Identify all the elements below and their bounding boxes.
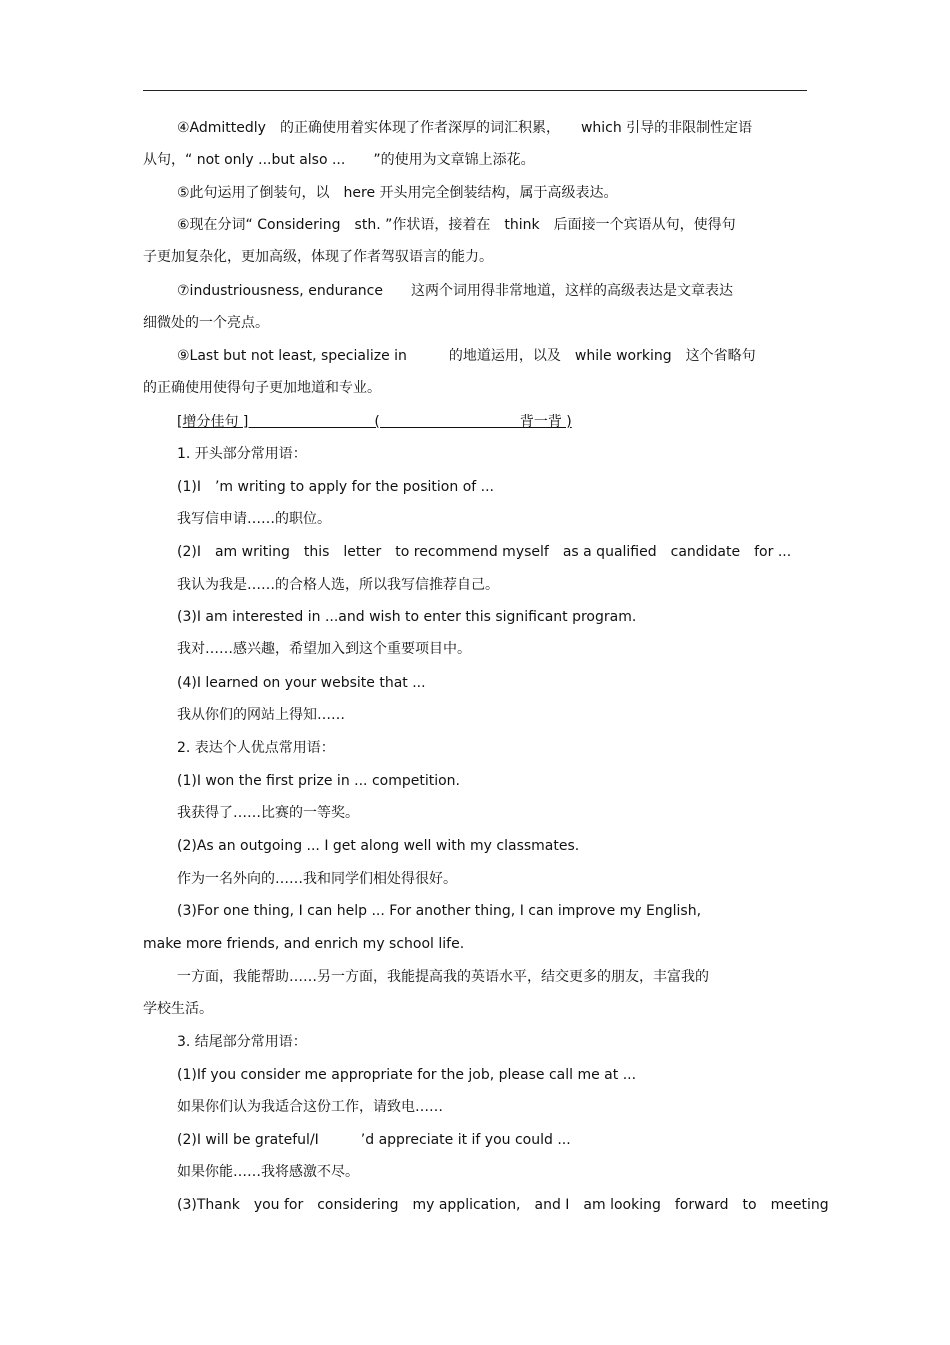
analysis-line-7: 细微处的一个亮点。 — [143, 315, 269, 331]
phrase-line-12: 我获得了……比赛的一等奖。 — [177, 805, 359, 821]
phrase-line-7: 我对……感兴趣，希望加入到这个重要项目中。 — [177, 641, 471, 657]
phrase-line-15: (3)For one thing, I can help ... For another thing, I can improve my English, — [177, 903, 702, 919]
analysis-line-4: ⑥现在分词“ Considering sth. ”作状语，接着在 think 后面接一个宾语从句，使得句 — [177, 217, 736, 233]
phrase-line-14: 作为一名外向的……我和同学们相处得很好。 — [177, 871, 457, 887]
analysis-line-3: ⑤此句运用了倒装句，以 here 开头用完全倒装结构，属于高级表达。 — [177, 185, 618, 201]
phrase-line-5: 我认为我是……的合格人选，所以我写信推荐自己。 — [177, 577, 499, 593]
analysis-line-1: ④Admittedly 的正确使用着实体现了作者深厚的词汇积累， which 引导的非限制性定语 — [177, 120, 753, 136]
phrase-line-23: 如果你能……我将感激不尽。 — [177, 1164, 359, 1180]
phrase-line-9: 我从你们的网站上得知…… — [177, 707, 345, 723]
analysis-line-6: ⑦industriousness, endurance 这两个词用得非常地道，这样的高级表达是文章表达 — [177, 283, 733, 299]
phrase-line-8: (4)I learned on your website that ... — [177, 675, 426, 691]
phrase-line-20: (1)If you consider me appropriate for the job, please call me at ... — [177, 1067, 637, 1083]
analysis-line-8: ⑨Last but not least, specialize in 的地道运用，以及 while working 这个省略句 — [177, 348, 756, 364]
phrase-line-11: (1)I won the first prize in ... competition. — [177, 773, 460, 789]
phrase-line-4: (2)I am writing this letter to recommend myself as a qualified candidate for ... — [177, 544, 792, 560]
phrase-line-21: 如果你们认为我适合这份工作，请致电…… — [177, 1099, 443, 1115]
phrase-line-17: 一方面，我能帮助……另一方面，我能提高我的英语水平，结交更多的朋友，丰富我的 — [177, 969, 709, 985]
phrase-line-3: 我写信申请……的职位。 — [177, 511, 331, 527]
analysis-line-2: 从句，“ not only ...but also ... ”的使用为文章锦上添花。 — [143, 152, 535, 168]
analysis-line-9: 的正确使用使得句子更加地道和专业。 — [143, 380, 381, 396]
header-rule — [143, 90, 807, 91]
analysis-line-5: 子更加复杂化，更加高级，体现了作者驾驭语言的能力。 — [143, 249, 493, 265]
section-header: [增分佳句 ] ( 背一背 ) — [177, 414, 572, 430]
phrase-line-2: (1)I ’m writing to apply for the position of ... — [177, 479, 494, 495]
phrase-line-10: 2. 表达个人优点常用语： — [177, 740, 335, 756]
phrase-line-6: (3)I am interested in ...and wish to enter this significant program. — [177, 609, 637, 625]
phrase-line-18: 学校生活。 — [143, 1001, 213, 1017]
phrase-line-16: make more friends, and enrich my school life. — [143, 936, 465, 952]
phrase-line-24: (3)Thank you for considering my application, and I am looking forward to meeting — [177, 1197, 829, 1213]
phrase-line-13: (2)As an outgoing ... I get along well with my classmates. — [177, 838, 580, 854]
phrase-line-1: 1. 开头部分常用语： — [177, 446, 307, 462]
phrase-line-22: (2)I will be grateful/I ’d appreciate it if you could ... — [177, 1132, 571, 1148]
phrase-line-19: 3. 结尾部分常用语： — [177, 1034, 307, 1050]
